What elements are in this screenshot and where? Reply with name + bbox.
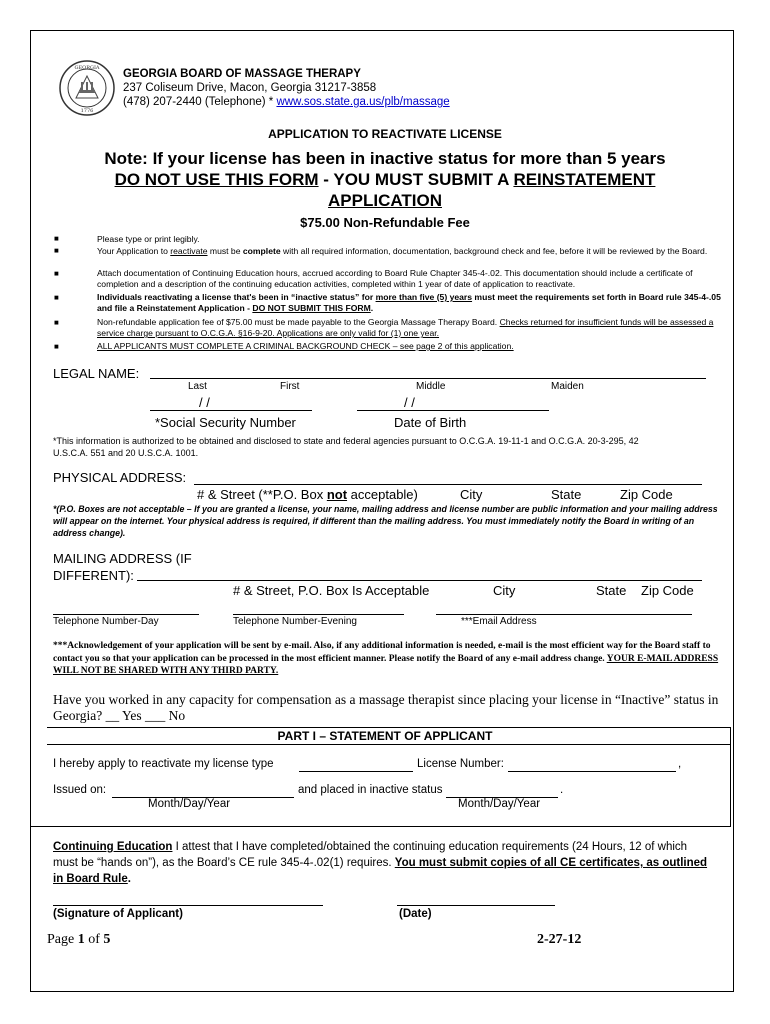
org-phone: (478) 207-2440 (Telephone) * xyxy=(123,96,277,108)
bullet-6: ALL APPLICANTS MUST COMPLETE A CRIMINAL BACKGROUND CHECK – see page 2 of this application. xyxy=(97,341,514,351)
bullet-3: Attach documentation of Continuing Education hours, accrued according to Board Rule Chapter 345-4-.02. This documentation should include a certificate of completion and a description of the continuing education activities, completed within 1 year of date of application to reactivate. xyxy=(97,268,693,290)
part1-top-line xyxy=(47,727,730,728)
ssn-caption: *Social Security Number xyxy=(155,415,296,430)
dob-slashes: / / xyxy=(404,395,415,410)
compensation-question: Have you worked in any capacity for compensation as a massage therapist since placing your license in “Inactive” status in Georgia? __ Yes ___ No xyxy=(53,692,719,723)
disclaimer-text: *This information is authorized to be obtained and disclosed to state and federal agencies pursuant to O.C.G.A. 19-11-1 and O.C.G.A. 20-3-295, 42 U.S.C.A. 551 and 20 U.S.C.A. 1001. xyxy=(53,436,639,458)
physical-street-caption: # & Street (**P.O. Box not acceptable) xyxy=(197,487,418,502)
bullet-marker: ■ xyxy=(54,293,59,302)
physical-address-field[interactable] xyxy=(194,484,702,485)
bullet-marker: ■ xyxy=(54,246,59,255)
inactive-date-caption: Month/Day/Year xyxy=(458,798,541,810)
inactive-period: . xyxy=(560,784,564,796)
org-address: 237 Coliseum Drive, Macon, Georgia 31217-3858 xyxy=(123,82,377,94)
first-name-caption: First xyxy=(280,381,300,392)
bullet-1: Please type or print legibly. xyxy=(97,234,200,244)
note-line2-mid: - YOU MUST SUBMIT A xyxy=(318,170,514,189)
ce-attestation: Continuing Education I attest that I have completed/obtained the continuing education requirements (24 Hours, 12 of which must be “hands on”), as the Board’s CE rule 345-4-.02(1) requires. You must submit copies of all CE certificates, as outlined in Board Rule. xyxy=(53,841,708,885)
note-line1: Note: If your license has been in inactive status for more than 5 years xyxy=(104,149,666,168)
physical-city-caption: City xyxy=(460,487,483,502)
reinstatement-text: REINSTATEMENT xyxy=(513,170,656,189)
mailing-label-2: DIFFERENT): xyxy=(53,568,134,583)
website-link[interactable]: www.sos.state.ga.us/plb/massage xyxy=(276,96,450,108)
tel-day-field[interactable] xyxy=(53,614,199,615)
form-title: APPLICATION TO REACTIVATE LICENSE xyxy=(268,127,502,141)
svg-text:GEORGIA: GEORGIA xyxy=(74,65,100,71)
issued-date-caption: Month/Day/Year xyxy=(148,798,231,810)
physical-zip-caption: Zip Code xyxy=(620,487,673,502)
bullet-marker: ■ xyxy=(54,269,59,278)
bullet-5: Non-refundable application fee of $75.00 must be made payable to the Georgia Massage Therapy Board. Checks returned for insufficient funds will be assessed a service charge pursuant to O.C.G.A. §16-9-20. Applications are only valid for (1) one year. xyxy=(97,317,714,339)
email-caption: ***Email Address xyxy=(461,616,537,627)
physical-state-caption: State xyxy=(551,487,582,502)
apply-label: I hereby apply to reactivate my license type xyxy=(53,758,274,770)
mailing-city-caption: City xyxy=(493,583,516,598)
acknowledgement-text: ***Acknowledgement of your application will be sent by e-mail. Also, if any additional information is needed, e-mail is the most efficient way for the Board staff to contact you so that your application can be processed in the most efficient manner. Please notify the Board of any e-mail address change. YOUR E-MAIL ADDRESS WILL NOT BE SHARED WITH ANY THIRD PARTY. xyxy=(53,641,719,676)
apply-comma: , xyxy=(678,758,682,770)
middle-name-caption: Middle xyxy=(416,381,446,392)
date-field[interactable] xyxy=(397,905,555,906)
license-number-label: License Number: xyxy=(417,758,504,770)
legal-name-field[interactable] xyxy=(150,378,706,379)
mailing-street-caption: # & Street, P.O. Box Is Acceptable xyxy=(233,583,430,598)
georgia-state-seal xyxy=(59,60,115,116)
bullet-marker: ■ xyxy=(54,342,59,351)
bullet-4: Individuals reactivating a license that's been in “inactive status” for more than five (5) years must meet the requirements set forth in Board rule 345-4-.05 and file a Reinstatement Application - DO NOT SUBMIT THIS FORM. xyxy=(97,292,721,314)
do-not-use-text: DO NOT USE THIS FORM xyxy=(114,170,319,189)
legal-name-label: LEGAL NAME: xyxy=(53,366,140,381)
date-caption: (Date) xyxy=(399,908,432,920)
inactive-label: and placed in inactive status xyxy=(298,784,443,796)
bullet-2: Your Application to reactivate must be complete with all required information, documentation, background check and fee, before it will be reviewed by the Board. xyxy=(97,246,708,256)
license-number-field[interactable] xyxy=(508,771,676,772)
bullet-marker: ■ xyxy=(54,234,59,243)
ssn-field[interactable] xyxy=(150,410,312,411)
page-number: Page 1 of 5 xyxy=(47,932,111,947)
tel-eve-caption: Telephone Number-Evening xyxy=(233,616,357,627)
maiden-name-caption: Maiden xyxy=(551,381,584,392)
note-line3: APPLICATION xyxy=(328,191,442,210)
signature-field[interactable] xyxy=(53,905,323,906)
org-name: GEORGIA BOARD OF MASSAGE THERAPY xyxy=(123,68,361,80)
ssn-slashes: / / xyxy=(199,395,210,410)
issued-label: Issued on: xyxy=(53,784,107,796)
part1-title: PART I – STATEMENT OF APPLICANT xyxy=(277,729,493,743)
email-field[interactable] xyxy=(436,614,692,615)
mailing-address-field[interactable] xyxy=(137,580,702,581)
signature-caption: (Signature of Applicant) xyxy=(53,908,183,920)
revision-date: 2-27-12 xyxy=(537,932,582,947)
tel-eve-field[interactable] xyxy=(233,614,404,615)
last-name-caption: Last xyxy=(188,381,207,392)
svg-text:1776: 1776 xyxy=(80,108,94,114)
mailing-label-1: MAILING ADDRESS (IF xyxy=(53,551,192,566)
mailing-zip-caption: Zip Code xyxy=(641,583,694,598)
license-type-field[interactable] xyxy=(299,771,413,772)
bullet-marker: ■ xyxy=(54,318,59,327)
fee-text: $75.00 Non-Refundable Fee xyxy=(300,215,470,230)
mailing-state-caption: State xyxy=(596,583,627,598)
po-box-note: *(P.O. Boxes are not acceptable – If you are granted a license, your name, mailing address and license number are public information and your mailing address will appear on the internet. Your physical address is required, if different than the mailing address. You must immediately notify the Board in writing of an address change). xyxy=(53,504,718,538)
tel-day-caption: Telephone Number-Day xyxy=(53,616,159,627)
part1-header-line xyxy=(47,744,730,745)
part1-bottom-line xyxy=(30,826,731,827)
dob-caption: Date of Birth xyxy=(394,415,467,430)
dob-field[interactable] xyxy=(357,410,549,411)
physical-address-label: PHYSICAL ADDRESS: xyxy=(53,470,187,485)
